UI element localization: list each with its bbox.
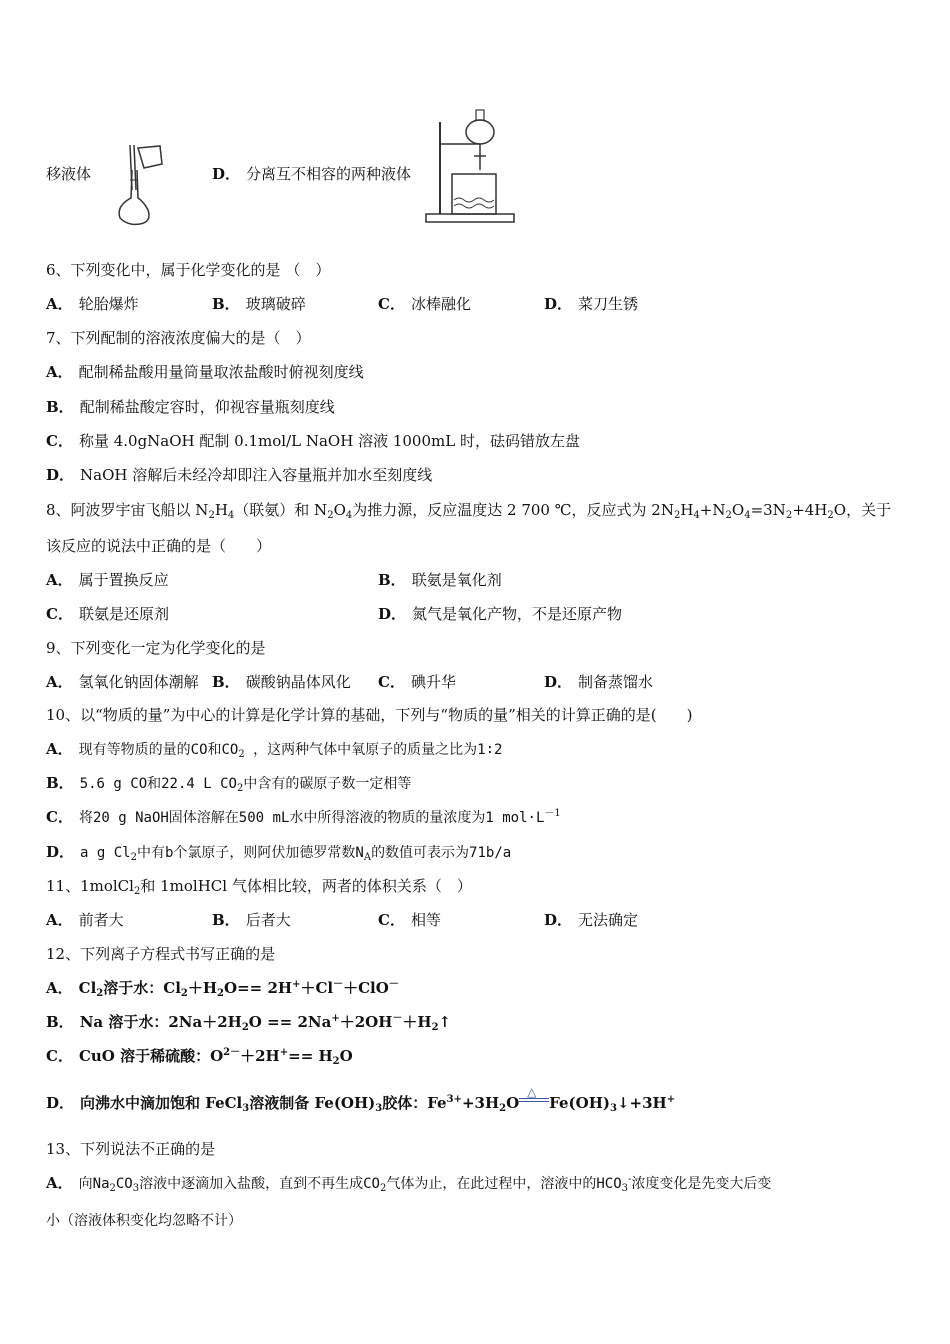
q10-option-c: C． 将20 g NaOH固体溶解在500 mL水中所得溶液的物质的量浓度为1 $mol\cdot L^{-1}$ <box>46 808 561 826</box>
top-c-tail: 移液体 <box>46 165 92 183</box>
q7-option-d: D． NaOH 溶解后未经冷却即注入容量瓶并加水至刻度线 <box>46 466 433 484</box>
q7-option-c: C． 称量 4.0gNaOH 配制 0.1mol/L NaOH 溶液 1000mL 时，砝码错放左盘 <box>46 432 580 450</box>
q6-option-c: C． 冰棒融化 <box>378 295 471 313</box>
q9-option-c: C． 碘升华 <box>378 673 456 691</box>
heating-condition-arrow <box>519 1085 549 1108</box>
q9-option-d: D． 制备蒸馏水 <box>544 673 654 691</box>
q8-option-a: A． 属于置换反应 <box>46 571 169 589</box>
q12-option-d: D． 向沸水中滴加饱和 FeCl$_3$溶液制备 $Fe(OH)_3$胶体：$Fe^{3+}+3H_2O$ △ $Fe(OH)_3↓+3H^+$ <box>46 1093 675 1113</box>
q11-option-a: A． 前者大 <box>46 911 124 929</box>
volumetric-flask-transfer-illustration <box>108 140 168 230</box>
q9-option-b: B． 碳酸钠晶体风化 <box>212 673 351 691</box>
q13-option-a-line2: 小（溶液体积变化均忽略不计） <box>46 1213 242 1229</box>
q7-option-b: B． 配制稀盐酸定容时，仰视容量瓶刻度线 <box>46 398 335 416</box>
q11-stem: 11、1molCl$_2$和 1molHCl 气体相比较，两者的体积关系（ ） <box>46 877 472 897</box>
q8-stem-line1: 8、阿波罗宇宙飞船以 $N_2H_4$（联氨）和 $N_2O_4$为推力源，反应温度达 2 700 ℃，反应式为 $2N_2H_4+N_2O_4=3N_2+4H_2O$，关于 <box>46 501 892 521</box>
q8-option-d: D． 氮气是氧化产物，不是还原产物 <box>378 605 623 623</box>
q8-option-c: C． 联氨是还原剂 <box>46 605 169 623</box>
q6-option-a: A． 轮胎爆炸 <box>46 295 139 313</box>
q6-stem: 6、下列变化中，属于化学变化的是 （ ） <box>46 261 331 279</box>
q7-option-a: A． 配制稀盐酸用量筒量取浓盐酸时俯视刻度线 <box>46 363 364 381</box>
q11-option-c: C． 相等 <box>378 911 441 929</box>
q6-option-d: D． 菜刀生锈 <box>544 295 639 313</box>
top-option-d: D． 分离互不相容的两种液体 <box>212 165 412 183</box>
q10-option-d: D． a g $Cl_2$中有b个氯原子，则阿伏加德罗常数$N_A$的数值可表示为71b/a <box>46 843 512 863</box>
q7-stem: 7、下列配制的溶液浓度偏大的是（ ） <box>46 329 311 347</box>
q10-option-b: B． 5.6 g CO和22.4 L $CO_2$中含有的碳原子数一定相等 <box>46 774 412 794</box>
q13-stem: 13、下列说法不正确的是 <box>46 1140 216 1158</box>
q9-stem: 9、下列变化一定为化学变化的是 <box>46 639 266 657</box>
delta-symbol: △ <box>527 1085 537 1099</box>
q8-stem-line2: 该反应的说法中正确的是（ ） <box>46 537 272 555</box>
q10-option-a: A． 现有等物质的量的CO和$CO_2$ ，这两种气体中氧原子的质量之比为1∶2 <box>46 740 503 760</box>
q6-option-b: B． 玻璃破碎 <box>212 295 306 313</box>
q12-option-c: C． CuO 溶于稀硫酸：$O^{2-}+2H^+== H_2O$ <box>46 1047 353 1067</box>
q11-option-d: D． 无法确定 <box>544 911 639 929</box>
q13-option-a-line1: A． 向$Na_2CO_3$溶液中逐滴加入盐酸，直到不再生成$CO_2$气体为止，在此过程中，溶液中的$HCO_3^-$浓度变化是先变大后变 <box>46 1174 772 1194</box>
q10-stem: 10、以“物质的量”为中心的计算是化学计算的基础，下列与“物质的量”相关的计算正确的是( ) <box>46 706 693 724</box>
q9-option-a: A． 氢氧化钠固体潮解 <box>46 673 199 691</box>
q8-option-b: B． 联氨是氧化剂 <box>378 571 502 589</box>
q12-option-b: B． Na 溶于水：$2Na+2H_2O$ == $2Na^++2OH^-+H_2↑$ <box>46 1013 452 1033</box>
q11-option-b: B． 后者大 <box>212 911 291 929</box>
q12-option-a: A． $Cl_2$溶于水：$Cl_2+H_2O== 2H^++Cl^-+ClO^-$ <box>46 979 399 999</box>
separating-funnel-illustration <box>424 104 516 224</box>
q12-stem: 12、下列离子方程式书写正确的是 <box>46 945 276 963</box>
